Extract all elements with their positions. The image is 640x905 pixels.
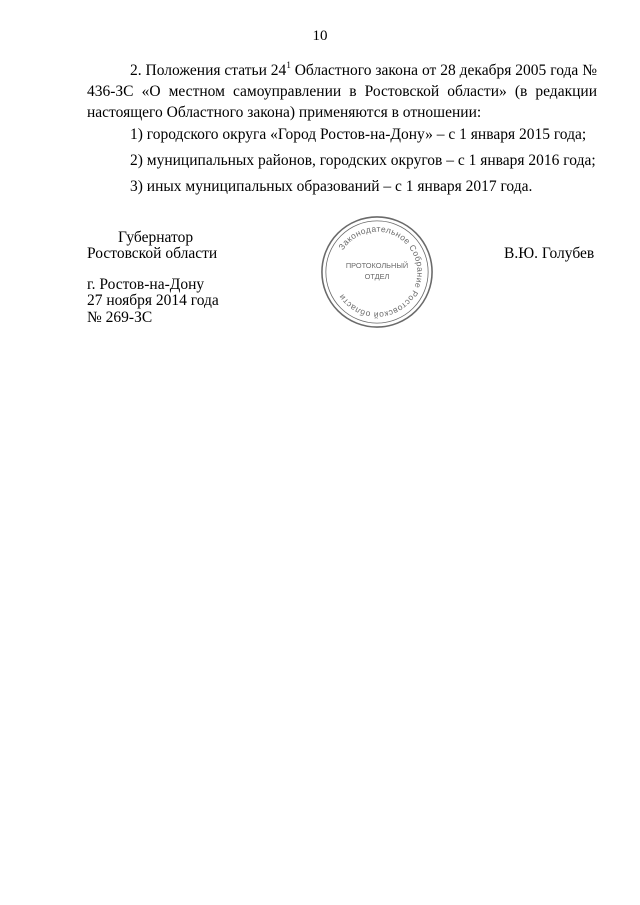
- list-item-1: 1) городского округа «Город Ростов-на-Дону» – с 1 января 2015 года;: [130, 126, 587, 143]
- stamp-inner-line-2: ОТДЕЛ: [364, 271, 390, 281]
- stamp-inner-line-1: ПРОТОКОЛЬНЫЙ: [345, 261, 409, 271]
- governor-name: В.Ю. Голубев: [504, 245, 595, 262]
- article-superscript: 1: [286, 60, 291, 70]
- governor-title: Губернатор: [118, 229, 194, 246]
- list-item-3: 3) иных муниципальных образований – с 1 января 2017 года.: [130, 178, 533, 195]
- signing-date: 27 ноября 2014 года: [87, 292, 219, 309]
- page-number: 10: [312, 28, 328, 44]
- paragraph-text: Областного закона от 28 декабря 2005 года № 436-ЗС «О местном самоуправлении в Ростовской области» (в редакции настоящего Областного закона) применяются в отношении:: [87, 62, 597, 121]
- main-paragraph: [87, 60, 597, 123]
- stamp-ring-text: Законодательное Собрание Ростовской области: [336, 223, 426, 321]
- paragraph-prefix: 2. Положения статьи 24: [130, 62, 287, 79]
- signing-place: г. Ростов-на-Дону: [87, 276, 205, 293]
- list-item-2: 2) муниципальных районов, городских округов – с 1 января 2016 года;: [130, 152, 596, 169]
- official-stamp: [318, 213, 436, 331]
- law-number: № 269-ЗС: [87, 309, 153, 326]
- governor-region: Ростовской области: [87, 245, 218, 262]
